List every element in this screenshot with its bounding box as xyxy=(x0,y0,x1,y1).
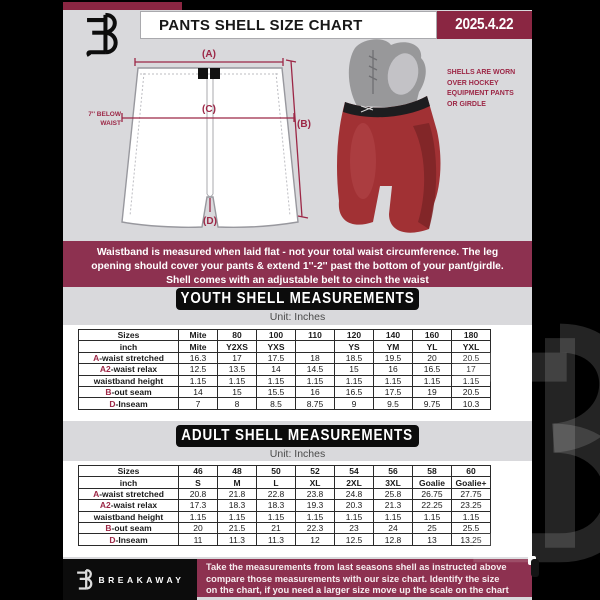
table-cell: 13 xyxy=(413,534,452,545)
table-cell: L xyxy=(257,477,296,488)
table-cell: 16 xyxy=(374,364,413,375)
table-cell: 13.25 xyxy=(452,534,491,545)
table-cell: 20 xyxy=(179,522,218,533)
table-cell: 11.3 xyxy=(218,534,257,545)
table-cell: 8.75 xyxy=(296,398,335,409)
table-row xyxy=(79,352,491,363)
table-cell: 18 xyxy=(296,352,335,363)
table-row xyxy=(79,511,491,522)
table-cell: Mite xyxy=(179,330,218,341)
table-cell: 1.15 xyxy=(218,375,257,386)
table-cell: S xyxy=(179,477,218,488)
table-cell: 8 xyxy=(218,398,257,409)
table-cell: 18.5 xyxy=(335,352,374,363)
table-cell: 56 xyxy=(374,466,413,477)
photo-note-line3: EQUIPMENT PANTS xyxy=(447,90,514,97)
table-cell: 7 xyxy=(179,398,218,409)
measure-label-a: (A) xyxy=(202,49,216,60)
table-cell: 1.15 xyxy=(179,511,218,522)
table-row xyxy=(79,386,491,397)
table-row xyxy=(79,341,491,352)
table-cell: 50 xyxy=(257,466,296,477)
footer-brand-text: BREAKAWAY xyxy=(98,574,185,585)
table-cell: 19.3 xyxy=(296,500,335,511)
table-cell: 17.3 xyxy=(179,500,218,511)
adult-section-heading xyxy=(176,425,419,447)
table-cell: 19.5 xyxy=(374,352,413,363)
table-cell: 1.15 xyxy=(374,375,413,386)
waistband-instruction-banner xyxy=(63,241,532,287)
row-label: B-out seam xyxy=(79,522,179,533)
table-cell: 22.3 xyxy=(296,522,335,533)
measure-label-b: (B) xyxy=(297,119,311,130)
row-label: Sizes xyxy=(79,330,179,341)
table-cell: 25.8 xyxy=(374,488,413,499)
table-cell: 52 xyxy=(296,466,335,477)
row-label: A2-waist relax xyxy=(79,500,179,511)
table-cell: 140 xyxy=(374,330,413,341)
table-cell: Goalie+ xyxy=(452,477,491,488)
table-cell: YS xyxy=(335,341,374,352)
table-cell: 160 xyxy=(413,330,452,341)
table-cell: 100 xyxy=(257,330,296,341)
row-label: D-Inseam xyxy=(79,534,179,545)
top-strip xyxy=(63,0,532,10)
table-cell: 20.8 xyxy=(179,488,218,499)
table-cell: 12 xyxy=(296,534,335,545)
table-cell: 11 xyxy=(179,534,218,545)
table-cell: 21.5 xyxy=(218,522,257,533)
footer-line3: on the chart, if you need a larger size move up the scale on the chart xyxy=(206,585,509,596)
footer-instructions xyxy=(197,559,532,597)
table-cell: YXS xyxy=(257,341,296,352)
table-cell: 17 xyxy=(452,364,491,375)
table-cell: 1.15 xyxy=(452,511,491,522)
row-label: inch xyxy=(79,341,179,352)
table-cell: 17.5 xyxy=(374,386,413,397)
photo-note-line4: OR GIRDLE xyxy=(447,100,486,108)
table-cell: 2XL xyxy=(335,477,374,488)
table-cell: 1.15 xyxy=(218,511,257,522)
table-cell: 15 xyxy=(218,386,257,397)
table-cell: 20.5 xyxy=(452,352,491,363)
youth-unit-label: Unit: Inches xyxy=(269,311,326,323)
table-cell: 1.15 xyxy=(335,375,374,386)
photo-note-line1: SHELLS ARE WORN xyxy=(447,69,516,76)
table-cell: 19 xyxy=(413,386,452,397)
table-cell: 9.5 xyxy=(374,398,413,409)
row-label: B-out seam xyxy=(79,386,179,397)
table-row xyxy=(79,488,491,499)
banner-line2: opening should cover your pants & extend 1''-2'' past the bottom of your pant/girdle. xyxy=(91,261,504,273)
table-cell: M xyxy=(218,477,257,488)
youth-measurements-table xyxy=(78,329,491,410)
adult-measurements-table xyxy=(78,465,491,546)
youth-heading-text: YOUTH SHELL MEASUREMENTS xyxy=(180,290,415,307)
table-cell: Y2XS xyxy=(218,341,257,352)
table-cell: 1.15 xyxy=(413,511,452,522)
table-cell: 54 xyxy=(335,466,374,477)
row-label: D-Inseam xyxy=(79,398,179,409)
footer-line2: compare those measurements with our size chart. Identify the size xyxy=(206,573,500,584)
table-cell: 23.25 xyxy=(452,500,491,511)
page-title-text: PANTS SHELL SIZE CHART xyxy=(159,16,363,34)
table-row xyxy=(79,375,491,386)
photo-note-line2: OVER HOCKEY xyxy=(447,79,499,87)
table-cell: 18.3 xyxy=(257,500,296,511)
banner-line3: Shell comes with an adjustable belt to cinch the waist xyxy=(166,275,429,287)
table-cell: 16.3 xyxy=(179,352,218,363)
table-cell: YXL xyxy=(452,341,491,352)
table-row xyxy=(79,330,491,341)
table-row xyxy=(79,477,491,488)
adult-heading-text: ADULT SHELL MEASUREMENTS xyxy=(181,427,414,444)
measure-label-d: (D) xyxy=(203,216,217,227)
photo-note xyxy=(447,68,527,110)
table-cell: 1.15 xyxy=(413,375,452,386)
table-cell: 180 xyxy=(452,330,491,341)
table-cell: 23 xyxy=(335,522,374,533)
table-cell: 9 xyxy=(335,398,374,409)
table-cell: 27.75 xyxy=(452,488,491,499)
table-cell: 15 xyxy=(335,364,374,375)
top-accent-bar xyxy=(63,2,182,10)
table-cell: 3XL xyxy=(374,477,413,488)
table-cell: 9.75 xyxy=(413,398,452,409)
table-cell: 1.15 xyxy=(296,375,335,386)
date-text: 2025.4.22 xyxy=(455,16,514,33)
date-badge xyxy=(437,11,532,39)
adult-unit-label: Unit: Inches xyxy=(269,448,326,460)
table-cell: 14 xyxy=(179,386,218,397)
table-row xyxy=(79,364,491,375)
belt-buckle-icon xyxy=(198,68,208,79)
size-chart-document xyxy=(63,0,532,600)
table-cell: 16 xyxy=(296,386,335,397)
page-title xyxy=(140,11,437,39)
table-cell: 1.15 xyxy=(374,511,413,522)
row-label: inch xyxy=(79,477,179,488)
table-cell: 13.5 xyxy=(218,364,257,375)
youth-section-heading xyxy=(176,288,419,310)
row-label: waistband height xyxy=(79,511,179,522)
row-label: waistband height xyxy=(79,375,179,386)
table-cell: 1.15 xyxy=(179,375,218,386)
table-cell: 20.3 xyxy=(335,500,374,511)
table-row xyxy=(79,500,491,511)
table-cell: 17 xyxy=(218,352,257,363)
table-cell: XL xyxy=(296,477,335,488)
pants-measurement-diagram xyxy=(118,46,318,236)
table-cell: 58 xyxy=(413,466,452,477)
table-cell: 22.8 xyxy=(257,488,296,499)
table-cell: 23.8 xyxy=(296,488,335,499)
table-cell: Mite xyxy=(179,341,218,352)
table-cell: Goalie xyxy=(413,477,452,488)
table-cell: 21 xyxy=(257,522,296,533)
table-cell: 8.5 xyxy=(257,398,296,409)
table-cell: 80 xyxy=(218,330,257,341)
below-waist-line2: WAIST xyxy=(100,120,121,127)
table-cell: 1.15 xyxy=(257,511,296,522)
table-cell: 16.5 xyxy=(335,386,374,397)
table-row xyxy=(79,466,491,477)
table-cell: 25 xyxy=(413,522,452,533)
table-cell: 120 xyxy=(335,330,374,341)
table-cell: 15.5 xyxy=(257,386,296,397)
table-cell: 1.15 xyxy=(452,375,491,386)
table-cell: YM xyxy=(374,341,413,352)
table-cell: 22.25 xyxy=(413,500,452,511)
table-cell: 1.15 xyxy=(257,375,296,386)
pointer-icon xyxy=(527,555,541,581)
table-cell: 12.5 xyxy=(335,534,374,545)
table-cell: 24 xyxy=(374,522,413,533)
shell-photo xyxy=(333,36,445,241)
table-cell: 110 xyxy=(296,330,335,341)
table-cell: 46 xyxy=(179,466,218,477)
breakaway-footer-logo-icon xyxy=(76,568,93,592)
table-cell: 1.15 xyxy=(335,511,374,522)
table-cell xyxy=(296,341,335,352)
table-cell: 21.8 xyxy=(218,488,257,499)
table-cell: 26.75 xyxy=(413,488,452,499)
table-cell: 17.5 xyxy=(257,352,296,363)
table-cell: 60 xyxy=(452,466,491,477)
table-cell: 18.3 xyxy=(218,500,257,511)
table-cell: 14 xyxy=(257,364,296,375)
row-label: A-waist stretched xyxy=(79,488,179,499)
table-row xyxy=(79,398,491,409)
table-cell: 48 xyxy=(218,466,257,477)
banner-line1: Waistband is measured when laid flat - not your total waist circumference. The leg xyxy=(96,247,499,258)
table-cell: 10.3 xyxy=(452,398,491,409)
row-label: A2-waist relax xyxy=(79,364,179,375)
table-cell: 11.3 xyxy=(257,534,296,545)
table-cell: 12.5 xyxy=(179,364,218,375)
row-label: Sizes xyxy=(79,466,179,477)
table-row xyxy=(79,522,491,533)
row-label: A-waist stretched xyxy=(79,352,179,363)
table-cell: 14.5 xyxy=(296,364,335,375)
below-waist-line1: 7'' BELOW xyxy=(88,111,121,118)
table-cell: 25.5 xyxy=(452,522,491,533)
table-cell: 20.5 xyxy=(452,386,491,397)
table-cell: YL xyxy=(413,341,452,352)
measure-label-c: (C) xyxy=(202,104,216,115)
table-cell: 24.8 xyxy=(335,488,374,499)
table-row xyxy=(79,534,491,545)
footer-brand-box xyxy=(63,559,197,600)
table-cell: 20 xyxy=(413,352,452,363)
below-waist-note xyxy=(73,110,121,128)
table-cell: 21.3 xyxy=(374,500,413,511)
table-cell: 16.5 xyxy=(413,364,452,375)
footer-line1: Take the measurements from last seasons shell as instructed above xyxy=(206,562,507,572)
table-cell: 1.15 xyxy=(296,511,335,522)
table-cell: 12.8 xyxy=(374,534,413,545)
breakaway-logo-icon xyxy=(82,12,122,58)
